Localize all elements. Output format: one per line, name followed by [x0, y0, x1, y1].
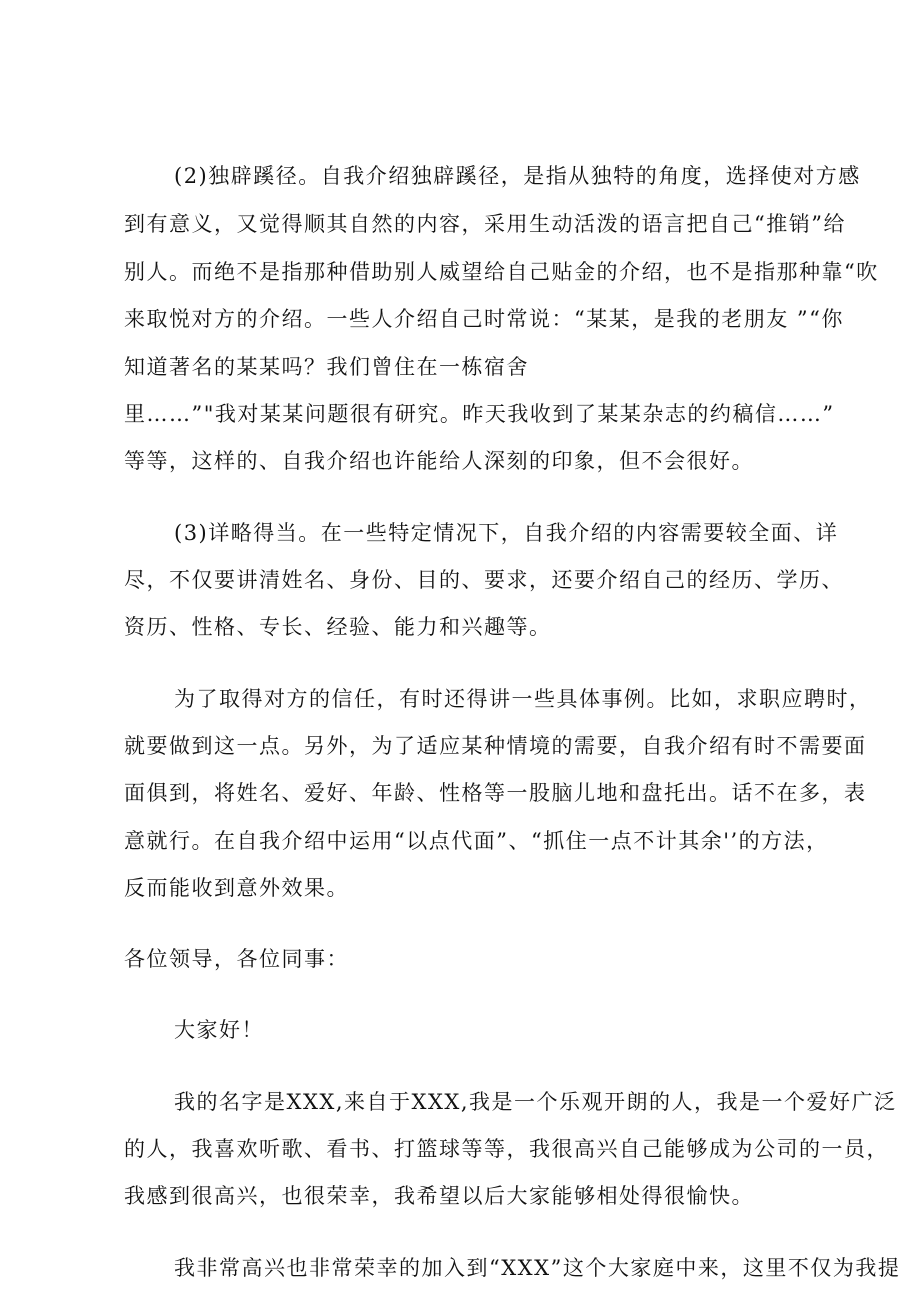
para-4-line-5: 反而能收到意外效果。 [124, 876, 349, 901]
para-2-line-7: 等等，这样的、自我介绍也许能给人深刻的印象，但不会很好。 [124, 449, 754, 474]
para-2-line-3: 别人。而绝不是指那种借助别人威望给自己贴金的介绍，也不是指那种靠“吹 [124, 259, 879, 284]
para-2-line-2: 到有意义，又觉得顺其自然的内容，采用生动活泼的语言把自己“推销”给 [124, 212, 846, 237]
intro-para-line-3: 我感到很高兴，也很荣幸，我希望以后大家能够相处得很愉快。 [124, 1184, 754, 1209]
para-2-line-6: 里……”"我对某某问题很有研究。昨天我收到了某某杂志的约稿信……” [124, 402, 835, 427]
para-2-line-5: 知道著名的某某吗？我们曾住在一栋宿舍 [124, 354, 529, 379]
para-2-line-4: 来取悦对方的介绍。一些人介绍自己时常说：“某某，是我的老朋友 ”“你 [124, 307, 844, 332]
para-4-line-4: 意就行。在自我介绍中运用“以点代面”、“抓住一点不计其余'’的方法， [124, 828, 829, 853]
greeting-hello: 大家好！ [174, 1018, 264, 1043]
intro-para-line-2: 的人，我喜欢听歌、看书、打篮球等等，我很高兴自己能够成为公司的一员， [124, 1137, 889, 1161]
intro-para-2-line-1: 我非常高兴也非常荣幸的加入到“XXX”这个大家庭中来，这里不仅为我提 [174, 1255, 901, 1280]
para-4-line-3: 面俱到，将姓名、爱好、年龄、性格等一股脑儿地和盘托出。话不在多，表 [124, 781, 867, 806]
greeting-salutation: 各位领导，各位同事： [124, 947, 349, 972]
para-3-line-2: 尽，不仅要讲清姓名、身份、目的、要求，还要介绍自己的经历、学历、 [124, 567, 844, 592]
para-2-line-1: (2)独辟蹊径。自我介绍独辟蹊径，是指从独特的角度，选择使对方感 [174, 164, 861, 188]
para-3-line-3: 资历、性格、专长、经验、能力和兴趣等。 [124, 615, 552, 640]
para-4-line-2: 就要做到这一点。另外，为了适应某种情境的需要，自我介绍有时不需要面 [124, 733, 867, 758]
para-4-line-1: 为了取得对方的信任，有时还得讲一些具体事例。比如，求职应聘时， [174, 686, 872, 711]
para-3-line-1: (3)详略得当。在一些特定情况下，自我介绍的内容需要较全面、详 [174, 520, 839, 545]
intro-para-line-1: 我的名字是XXX,来自于XXX,我是一个乐观开朗的人，我是一个爱好广泛 [174, 1089, 897, 1114]
